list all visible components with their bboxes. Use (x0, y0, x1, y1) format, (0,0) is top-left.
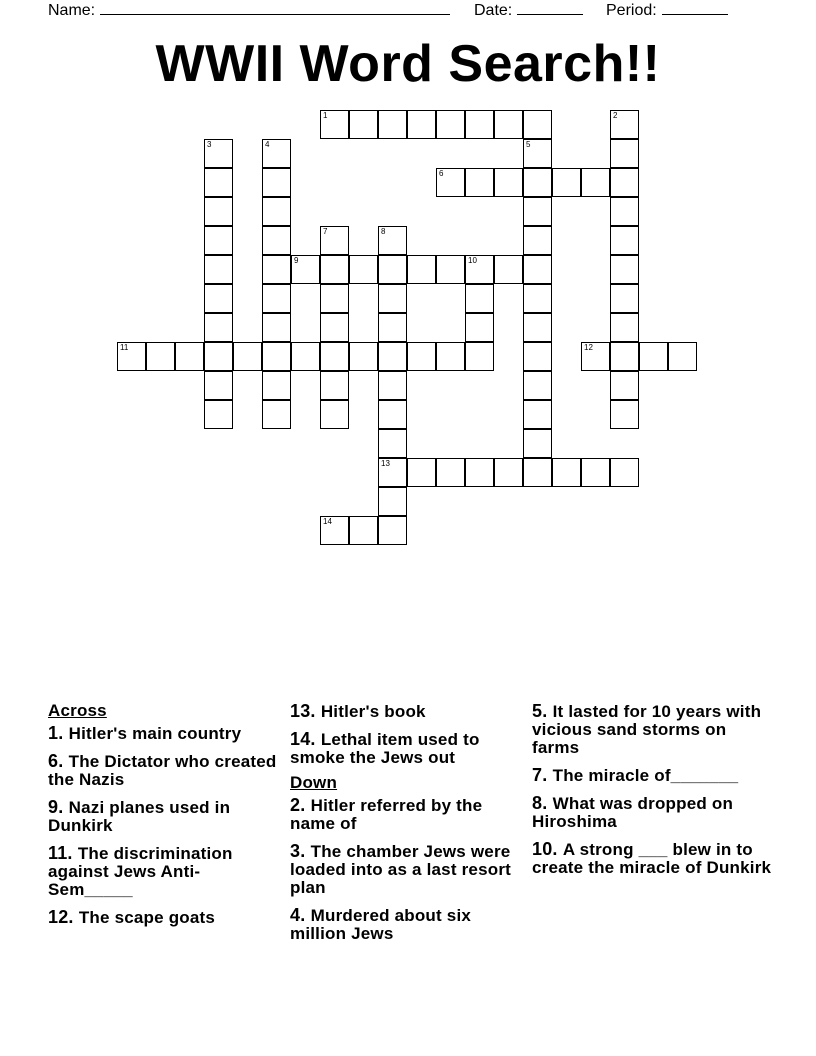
crossword-cell[interactable] (262, 342, 291, 371)
crossword-cell[interactable] (378, 342, 407, 371)
crossword-cell[interactable] (523, 342, 552, 371)
crossword-cell[interactable] (407, 342, 436, 371)
crossword-cell[interactable] (262, 313, 291, 342)
clue-item (48, 844, 284, 899)
clue-item-number: 5. (532, 701, 553, 721)
crossword-cell[interactable] (320, 226, 349, 255)
crossword-cell[interactable] (117, 342, 146, 371)
clue-item-text: Hitler's main country (68, 724, 242, 743)
crossword-cell[interactable] (262, 139, 291, 168)
crossword-cell[interactable] (523, 429, 552, 458)
crossword-cell[interactable] (262, 226, 291, 255)
crossword-cell[interactable] (378, 487, 407, 516)
clue-item (532, 794, 772, 831)
crossword-cell[interactable] (436, 255, 465, 284)
clue-number: 12 (584, 343, 593, 352)
across-clue-list-continued (290, 702, 530, 767)
crossword-cell[interactable] (146, 342, 175, 371)
crossword-cell[interactable] (494, 458, 523, 487)
crossword-cell[interactable] (610, 458, 639, 487)
crossword-cell[interactable] (262, 371, 291, 400)
clue-item-number: 14. (290, 729, 321, 749)
crossword-cell[interactable] (407, 458, 436, 487)
crossword-cell[interactable] (349, 342, 378, 371)
date-label: Date: (474, 2, 513, 19)
down-clue-list (290, 796, 530, 943)
clue-item-text: Lethal item used to smoke the Jews out (290, 730, 480, 767)
crossword-cell[interactable] (523, 371, 552, 400)
crossword-cell[interactable] (233, 342, 262, 371)
clue-item-number: 4. (290, 905, 311, 925)
crossword-cell[interactable] (320, 255, 349, 284)
crossword-cell[interactable] (436, 110, 465, 139)
clue-item (532, 766, 772, 785)
crossword-cell[interactable] (204, 371, 233, 400)
down-clue-list-continued (532, 702, 772, 877)
crossword-cell[interactable] (320, 313, 349, 342)
crossword-cell[interactable] (581, 168, 610, 197)
crossword-cell[interactable] (465, 313, 494, 342)
crossword-cell[interactable] (465, 168, 494, 197)
crossword-cell[interactable] (610, 284, 639, 313)
crossword-cell[interactable] (320, 516, 349, 545)
crossword-cell[interactable] (349, 255, 378, 284)
down-heading: Down (290, 773, 338, 792)
clue-number: 11 (120, 343, 129, 352)
crossword-cell[interactable] (523, 226, 552, 255)
crossword-cell[interactable] (523, 284, 552, 313)
clue-item (532, 840, 772, 877)
crossword-cell[interactable] (378, 458, 407, 487)
crossword-cell[interactable] (610, 342, 639, 371)
crossword-cell[interactable] (465, 255, 494, 284)
crossword-cell[interactable] (610, 371, 639, 400)
clue-number: 2 (613, 111, 618, 120)
clue-number: 6 (439, 169, 444, 178)
clues-column-3 (532, 702, 772, 886)
crossword-cell[interactable] (523, 110, 552, 139)
crossword-cell[interactable] (320, 400, 349, 429)
crossword-cell[interactable] (262, 168, 291, 197)
crossword-cell[interactable] (378, 400, 407, 429)
clue-item-text: The discrimination against Jews Anti-Sem_____ (48, 844, 233, 899)
crossword-cell[interactable] (610, 197, 639, 226)
clue-item (290, 730, 530, 767)
crossword-cell[interactable] (465, 284, 494, 313)
clue-number: 14 (323, 517, 332, 526)
crossword-cell[interactable] (465, 110, 494, 139)
clue-item-text: Murdered about six million Jews (290, 906, 472, 943)
clue-item-number: 6. (48, 751, 69, 771)
clue-number: 5 (526, 140, 531, 149)
crossword-cell[interactable] (552, 168, 581, 197)
crossword-cell[interactable] (378, 110, 407, 139)
crossword-cell[interactable] (262, 255, 291, 284)
clue-item (532, 702, 772, 757)
crossword-cell[interactable] (378, 255, 407, 284)
crossword-cell[interactable] (262, 197, 291, 226)
crossword-cell[interactable] (378, 429, 407, 458)
crossword-cell[interactable] (552, 458, 581, 487)
crossword-cell[interactable] (175, 342, 204, 371)
crossword-cell[interactable] (204, 226, 233, 255)
clue-item (290, 702, 530, 721)
clue-number: 9 (294, 256, 299, 265)
clue-item-number: 7. (532, 765, 553, 785)
crossword-cell[interactable] (204, 255, 233, 284)
crossword-cell[interactable] (581, 342, 610, 371)
clue-item-text: Hitler's book (320, 702, 426, 721)
crossword-cell[interactable] (407, 255, 436, 284)
crossword-cell[interactable] (378, 371, 407, 400)
crossword-cell[interactable] (407, 110, 436, 139)
clue-item-number: 9. (48, 797, 69, 817)
clue-item-text: What was dropped on Hiroshima (532, 794, 734, 831)
crossword-cell[interactable] (320, 284, 349, 313)
crossword-cell[interactable] (436, 458, 465, 487)
crossword-cell[interactable] (465, 458, 494, 487)
crossword-cell[interactable] (523, 255, 552, 284)
crossword-cell[interactable] (291, 342, 320, 371)
clue-item-text: It lasted for 10 years with vicious sand storms on farms (532, 702, 762, 757)
crossword-cell[interactable] (610, 255, 639, 284)
crossword-cell[interactable] (378, 516, 407, 545)
crossword-cell[interactable] (378, 313, 407, 342)
clue-item (48, 908, 284, 927)
crossword-cell[interactable] (320, 371, 349, 400)
clue-item-number: 1. (48, 723, 69, 743)
crossword-cell[interactable] (204, 313, 233, 342)
clue-number: 8 (381, 227, 386, 236)
clue-item (48, 798, 284, 835)
clue-number: 13 (381, 459, 390, 468)
crossword-cell[interactable] (494, 168, 523, 197)
clues-column-1 (48, 702, 284, 936)
crossword-cell[interactable] (523, 400, 552, 429)
crossword-cell[interactable] (262, 400, 291, 429)
crossword-cell[interactable] (465, 342, 494, 371)
crossword-cell[interactable] (320, 342, 349, 371)
crossword-cell[interactable] (610, 110, 639, 139)
clue-item (48, 752, 284, 789)
clue-item-number: 8. (532, 793, 553, 813)
clue-item (290, 796, 530, 833)
crossword-cell[interactable] (204, 400, 233, 429)
crossword-cell[interactable] (436, 168, 465, 197)
crossword-cell[interactable] (204, 139, 233, 168)
crossword-cell[interactable] (668, 342, 697, 371)
crossword-cell[interactable] (610, 400, 639, 429)
crossword-cell[interactable] (494, 110, 523, 139)
crossword-cell[interactable] (494, 255, 523, 284)
clue-item-text: Hitler referred by the name of (290, 796, 483, 833)
crossword-cell[interactable] (204, 197, 233, 226)
crossword-cell[interactable] (523, 458, 552, 487)
clue-item-text: The chamber Jews were loaded into as a last resort plan (290, 842, 511, 897)
across-heading: Across (48, 701, 107, 720)
crossword-cell[interactable] (378, 226, 407, 255)
clues-column-2 (290, 702, 530, 952)
crossword-cell[interactable] (378, 284, 407, 313)
clue-item-number: 3. (290, 841, 311, 861)
crossword-cell[interactable] (523, 168, 552, 197)
crossword-cell[interactable] (320, 110, 349, 139)
clue-item (48, 724, 284, 743)
clue-item-text: The Dictator who created the Nazis (48, 752, 277, 789)
name-label: Name: (48, 2, 96, 19)
across-clue-list (48, 724, 284, 927)
clue-number: 4 (265, 140, 270, 149)
clue-number: 1 (323, 111, 328, 120)
crossword-cell[interactable] (349, 516, 378, 545)
crossword-cell[interactable] (204, 168, 233, 197)
crossword-cell[interactable] (610, 168, 639, 197)
period-label: Period: (606, 2, 657, 19)
crossword-cell[interactable] (610, 226, 639, 255)
clue-item-text: Nazi planes used in Dunkirk (48, 798, 231, 835)
clue-item (290, 906, 530, 943)
crossword-cell[interactable] (610, 313, 639, 342)
crossword-cell[interactable] (291, 255, 320, 284)
clue-item-text: The scape goats (78, 908, 216, 927)
page-title: WWII Word Search!! (155, 35, 661, 93)
crossword-cell[interactable] (523, 313, 552, 342)
clue-item-number: 12. (48, 907, 79, 927)
clue-number: 10 (468, 256, 477, 265)
crossword-cell[interactable] (436, 342, 465, 371)
crossword-cell[interactable] (639, 342, 668, 371)
clue-item-number: 10. (532, 839, 563, 859)
crossword-cell[interactable] (204, 284, 233, 313)
crossword-cell[interactable] (262, 284, 291, 313)
clue-number: 3 (207, 140, 212, 149)
crossword-cell[interactable] (349, 110, 378, 139)
clue-number: 7 (323, 227, 328, 236)
clue-item (290, 842, 530, 897)
crossword-cell[interactable] (523, 197, 552, 226)
crossword-cell[interactable] (204, 342, 233, 371)
clue-item-number: 13. (290, 701, 321, 721)
clue-item-number: 11. (48, 843, 78, 863)
clue-item-number: 2. (290, 795, 311, 815)
clue-item-text: The miracle of_______ (552, 766, 739, 785)
clue-item-text: A strong ___ blew in to create the miracle of Dunkirk (532, 840, 772, 877)
crossword-cell[interactable] (610, 139, 639, 168)
crossword-cell[interactable] (523, 139, 552, 168)
crossword-cell[interactable] (581, 458, 610, 487)
